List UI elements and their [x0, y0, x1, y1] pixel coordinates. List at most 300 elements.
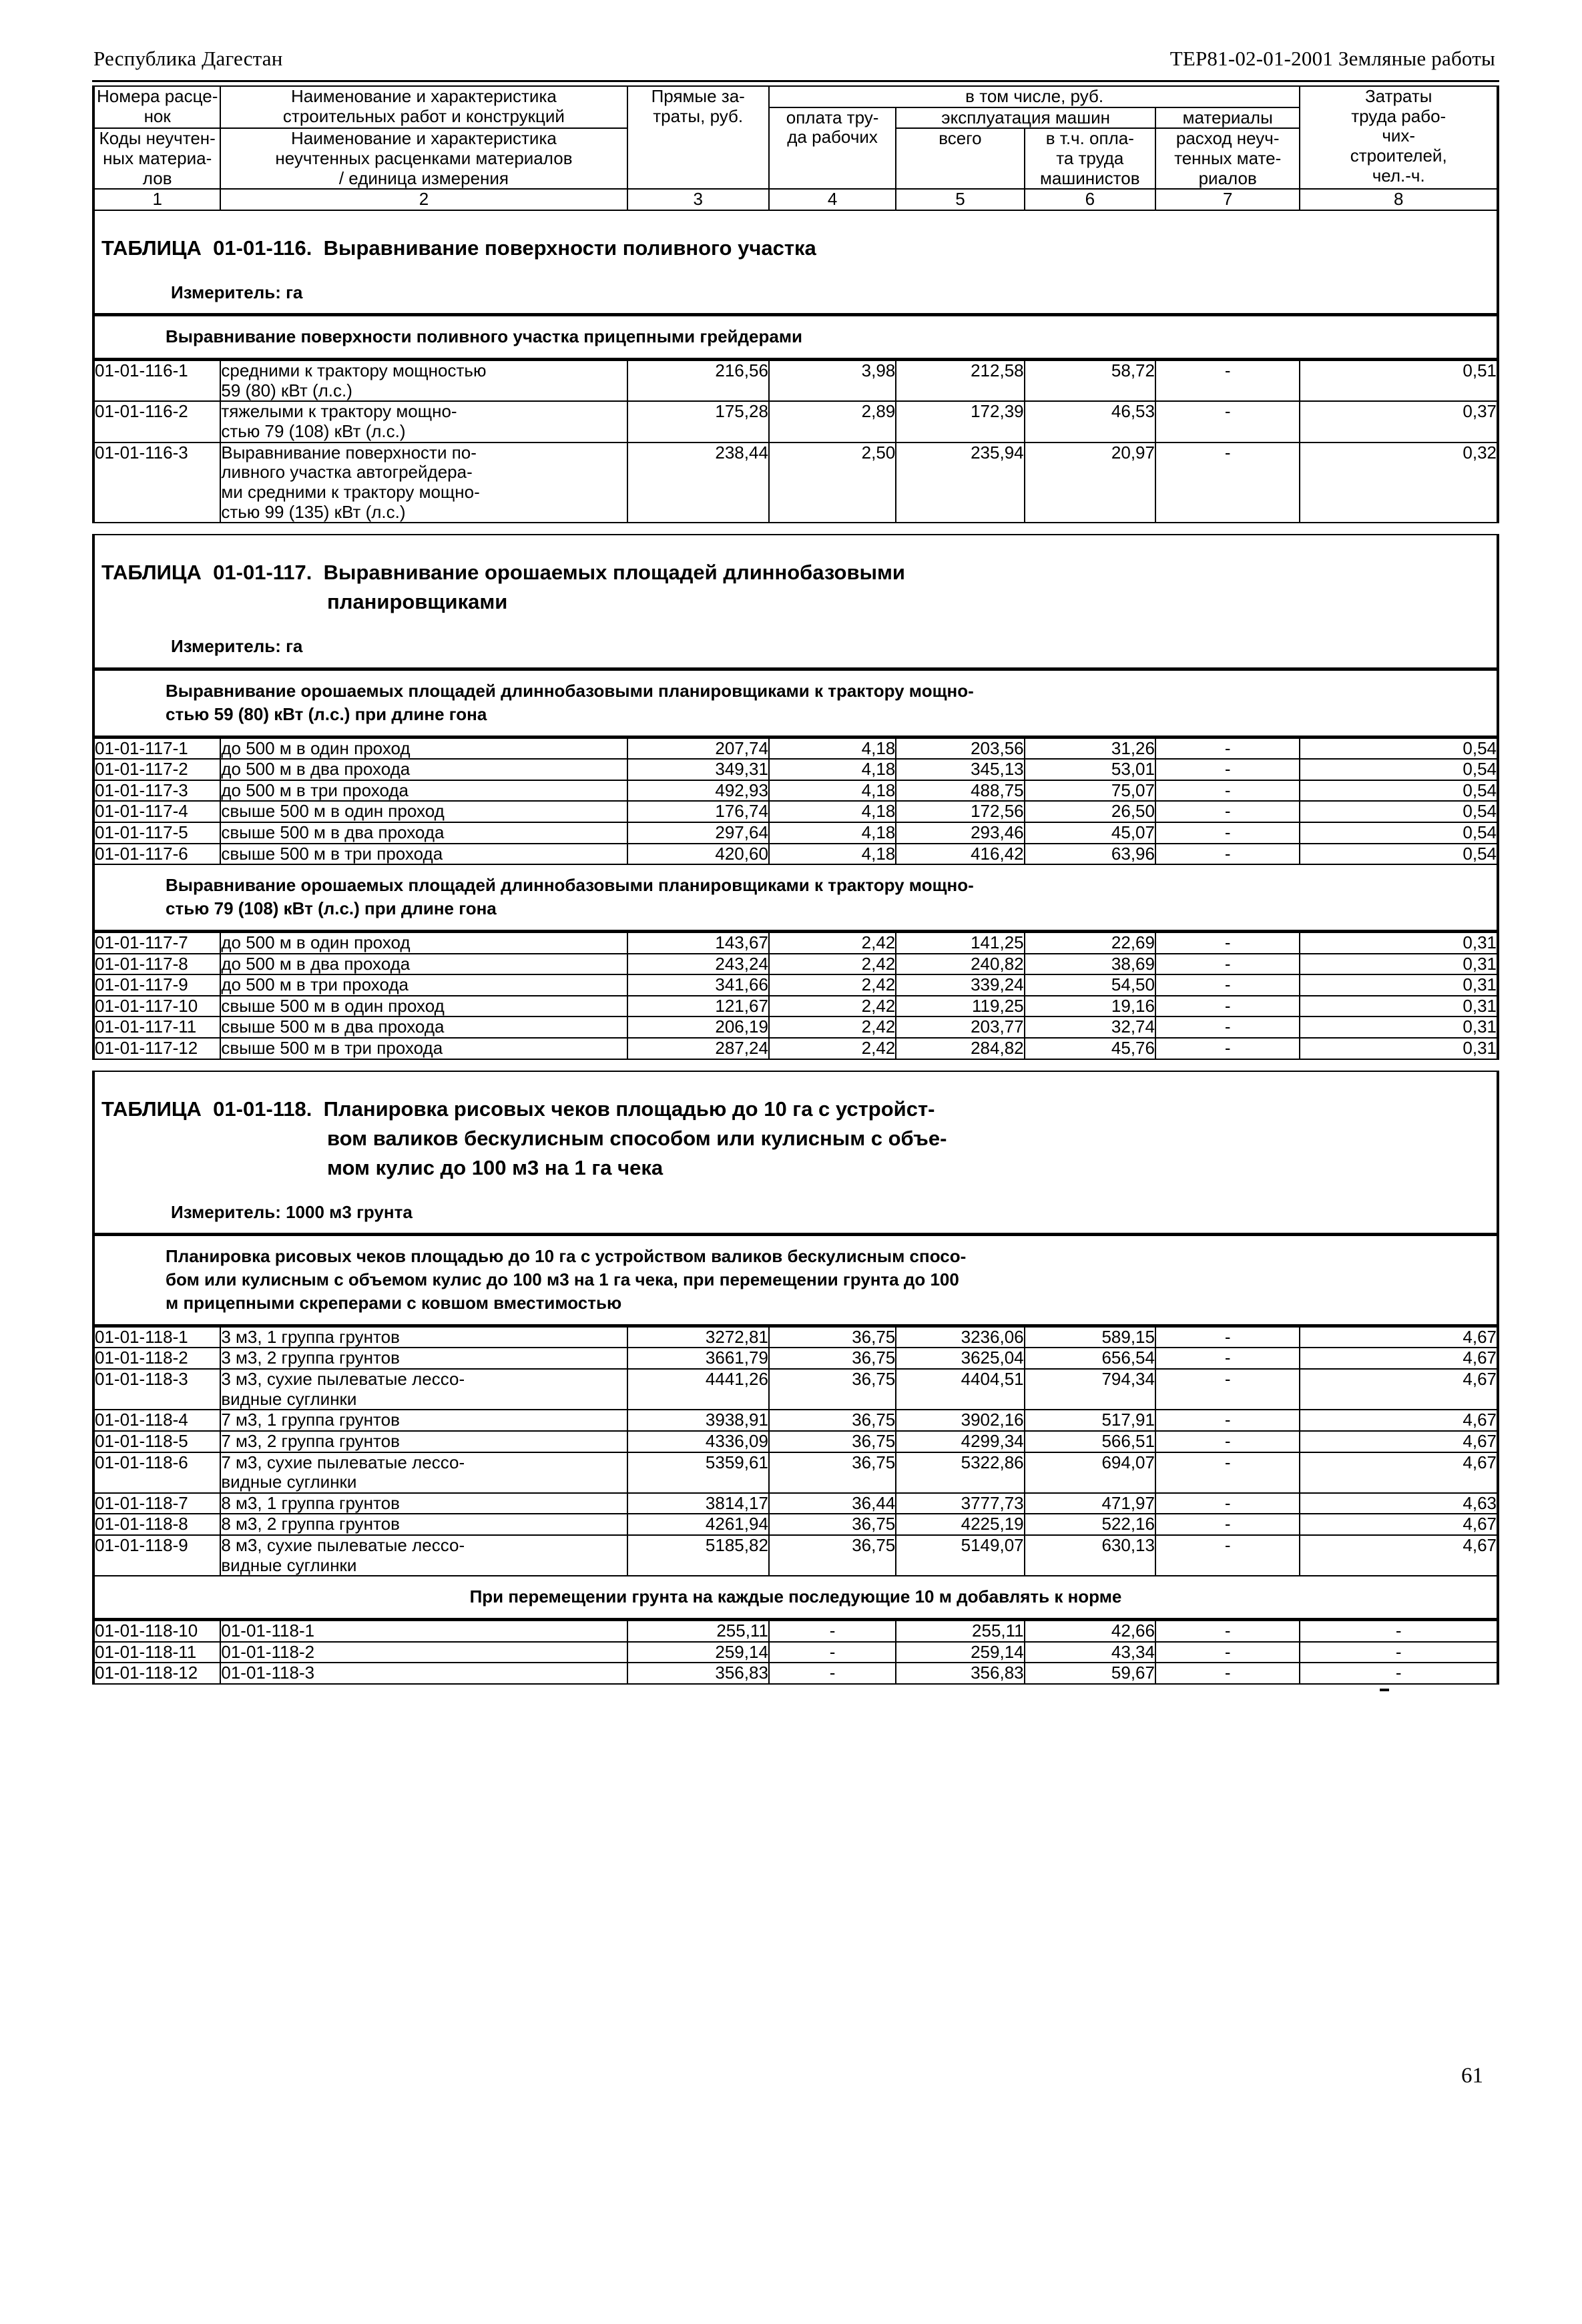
cell-direct-costs: 243,24 — [627, 954, 769, 975]
cell-machines-total: 255,11 — [896, 1620, 1024, 1642]
cell-worker-pay: 4,18 — [769, 844, 896, 865]
cell-rate-code: 01-01-117-1 — [93, 737, 220, 759]
cell-labor-costs: 0,31 — [1300, 996, 1498, 1017]
cell-rate-name: тяжелыми к трактору мощно- стью 79 (108) кВт (л.с.) — [220, 401, 627, 442]
table-title-cell — [93, 535, 1498, 669]
cell-rate-code: 01-01-117-8 — [93, 954, 220, 975]
cell-worker-pay: 2,42 — [769, 954, 896, 975]
cell-material-consumption: - — [1155, 1369, 1300, 1410]
cell-worker-pay: 2,50 — [769, 443, 896, 523]
table-row — [93, 1493, 1498, 1514]
cell-direct-costs: 259,14 — [627, 1642, 769, 1663]
cell-worker-pay: 36,75 — [769, 1535, 896, 1576]
column-number: 2 — [220, 189, 627, 210]
table-row — [93, 1514, 1498, 1535]
cell-rate-code: 01-01-117-3 — [93, 780, 220, 802]
cell-material-consumption: - — [1155, 1642, 1300, 1663]
cell-labor-costs: 0,37 — [1300, 401, 1498, 442]
table-measure-unit: Измеритель: га — [171, 636, 303, 657]
section-heading-row — [93, 1235, 1498, 1326]
cell-worker-pay: 2,42 — [769, 1016, 896, 1038]
cell-labor-costs: 4,67 — [1300, 1535, 1498, 1576]
cell-worker-pay: 36,75 — [769, 1452, 896, 1493]
cell-machines-total: 203,77 — [896, 1016, 1024, 1038]
table-row — [93, 1410, 1498, 1431]
cell-machines-total: 488,75 — [896, 780, 1024, 802]
cell-rate-name: 3 м3, 1 группа грунтов — [220, 1326, 627, 1348]
cell-direct-costs: 4261,94 — [627, 1514, 769, 1535]
table-row — [93, 1369, 1498, 1410]
section-heading-text: При перемещении грунта на каждые последующие 10 м добавлять к норме — [469, 1586, 1122, 1607]
cell-worker-pay: 36,75 — [769, 1369, 896, 1410]
cell-rate-name: до 500 м в два прохода — [220, 954, 627, 975]
header-document-code: ТЕР81-02-01-2001 Земляные работы — [1169, 47, 1495, 70]
table-row — [93, 1642, 1498, 1663]
cell-rate-name: свыше 500 м в три прохода — [220, 844, 627, 865]
section-heading-cell — [93, 669, 1498, 737]
cell-rate-code: 01-01-116-3 — [93, 443, 220, 523]
cell-machines-total: 3777,73 — [896, 1493, 1024, 1514]
cell-rate-code: 01-01-118-9 — [93, 1535, 220, 1576]
cell-labor-costs: 0,31 — [1300, 931, 1498, 953]
cell-worker-pay: 2,42 — [769, 996, 896, 1017]
cell-rate-code: 01-01-117-7 — [93, 931, 220, 953]
table-row — [93, 759, 1498, 780]
table-title-cell — [93, 210, 1498, 315]
cell-rate-name: 8 м3, 2 группа грунтов — [220, 1514, 627, 1535]
cell-material-consumption: - — [1155, 1348, 1300, 1369]
table-row — [93, 931, 1498, 953]
cell-worker-pay: 2,42 — [769, 1038, 896, 1059]
cell-worker-pay: - — [769, 1620, 896, 1642]
main-table-container — [92, 85, 1499, 1685]
cell-direct-costs: 5359,61 — [627, 1452, 769, 1493]
col-header-material-name: Наименование и характеристика неучтенных расценками материалов / единица измерения — [220, 128, 627, 189]
table-row — [93, 1452, 1498, 1493]
cell-material-consumption: - — [1155, 401, 1300, 442]
cell-rate-code: 01-01-118-2 — [93, 1348, 220, 1369]
cell-rate-code: 01-01-117-9 — [93, 974, 220, 996]
cell-worker-pay: 4,18 — [769, 801, 896, 822]
col-header-direct-costs: Прямые за- траты, руб. — [627, 86, 769, 189]
cell-worker-pay: 2,89 — [769, 401, 896, 442]
cell-rate-code: 01-01-118-8 — [93, 1514, 220, 1535]
cell-machines-total: 5149,07 — [896, 1535, 1024, 1576]
col-header-worker-pay: оплата тру- да рабочих — [769, 107, 896, 190]
cell-rate-code: 01-01-117-2 — [93, 759, 220, 780]
cell-machines-total: 203,56 — [896, 737, 1024, 759]
column-number: 1 — [93, 189, 220, 210]
cell-machines-total: 5322,86 — [896, 1452, 1024, 1493]
cell-rate-name: средними к трактору мощностью 59 (80) кВт (л.с.) — [220, 360, 627, 402]
cell-material-consumption: - — [1155, 360, 1300, 402]
table-measure-unit: Измеритель: 1000 м3 грунта — [171, 1201, 413, 1222]
cell-machinist-pay: 656,54 — [1025, 1348, 1155, 1369]
table-gap — [93, 523, 1498, 535]
section-heading-text: Выравнивание орошаемых площадей длиннобазовыми планировщиками к трактору мощно- стью 59 (80) кВт (л.с.) при длине гона — [166, 680, 974, 724]
table-measure-unit: Измеритель: га — [171, 282, 303, 302]
cell-machines-total: 4225,19 — [896, 1514, 1024, 1535]
col-header-code: Номера расце- нок — [93, 86, 220, 128]
cell-worker-pay: 2,42 — [769, 931, 896, 953]
table-row — [93, 360, 1498, 402]
cell-machinist-pay: 517,91 — [1025, 1410, 1155, 1431]
cell-material-consumption: - — [1155, 443, 1300, 523]
header-rule — [92, 80, 1499, 82]
cell-worker-pay: 36,44 — [769, 1493, 896, 1514]
column-number: 3 — [627, 189, 769, 210]
cell-labor-costs: 0,54 — [1300, 780, 1498, 802]
cell-rate-code: 01-01-118-1 — [93, 1326, 220, 1348]
cell-labor-costs: 0,54 — [1300, 759, 1498, 780]
cell-worker-pay: 36,75 — [769, 1348, 896, 1369]
cell-material-consumption: - — [1155, 1326, 1300, 1348]
cell-machinist-pay: 19,16 — [1025, 996, 1155, 1017]
column-number: 5 — [896, 189, 1024, 210]
column-number: 4 — [769, 189, 896, 210]
running-header — [93, 47, 1495, 71]
cell-rate-code: 01-01-117-5 — [93, 822, 220, 844]
cell-material-consumption: - — [1155, 1016, 1300, 1038]
cell-direct-costs: 255,11 — [627, 1620, 769, 1642]
cell-direct-costs: 4336,09 — [627, 1431, 769, 1452]
cell-labor-costs: - — [1300, 1663, 1498, 1684]
section-heading-row — [93, 864, 1498, 931]
section-heading-cell — [93, 1576, 1498, 1619]
col-header-machinist-pay: в т.ч. опла- та труда машинистов — [1025, 128, 1155, 189]
cell-direct-costs: 297,64 — [627, 822, 769, 844]
table-row — [93, 1016, 1498, 1038]
cell-rate-name: до 500 м в один проход — [220, 737, 627, 759]
col-header-labor-costs: Затраты труда рабо- чих- строителей, чел.-ч. — [1300, 86, 1498, 189]
table-row — [93, 1663, 1498, 1684]
cell-material-consumption: - — [1155, 1038, 1300, 1059]
table-title-line: ТАБЛИЦА 01-01-118. Планировка рисовых чеков площадью до 10 га с устройст- — [101, 1097, 935, 1121]
table-title-line: планировщиками — [327, 590, 508, 614]
cell-labor-costs: 0,54 — [1300, 822, 1498, 844]
cell-material-consumption: - — [1155, 1620, 1300, 1642]
cell-machinist-pay: 59,67 — [1025, 1663, 1155, 1684]
column-number-row — [93, 189, 1498, 210]
cell-direct-costs: 420,60 — [627, 844, 769, 865]
cell-machinist-pay: 26,50 — [1025, 801, 1155, 822]
cell-material-consumption: - — [1155, 931, 1300, 953]
cell-machines-total: 4299,34 — [896, 1431, 1024, 1452]
cell-rate-code: 01-01-118-5 — [93, 1431, 220, 1452]
cell-rate-name: до 500 м в три прохода — [220, 974, 627, 996]
cell-rate-code: 01-01-117-6 — [93, 844, 220, 865]
cell-machinist-pay: 22,69 — [1025, 931, 1155, 953]
cell-machines-total: 259,14 — [896, 1642, 1024, 1663]
cell-machinist-pay: 63,96 — [1025, 844, 1155, 865]
cell-worker-pay: 36,75 — [769, 1326, 896, 1348]
table-row — [93, 1431, 1498, 1452]
section-heading-cell — [93, 864, 1498, 931]
cell-direct-costs: 175,28 — [627, 401, 769, 442]
cell-labor-costs: 4,67 — [1300, 1410, 1498, 1431]
column-number: 8 — [1300, 189, 1498, 210]
cell-direct-costs: 5185,82 — [627, 1535, 769, 1576]
cell-labor-costs: - — [1300, 1620, 1498, 1642]
table-row — [93, 1348, 1498, 1369]
cell-direct-costs: 143,67 — [627, 931, 769, 953]
cell-machinist-pay: 694,07 — [1025, 1452, 1155, 1493]
cell-machinist-pay: 32,74 — [1025, 1016, 1155, 1038]
cell-worker-pay: - — [769, 1642, 896, 1663]
cell-worker-pay: 3,98 — [769, 360, 896, 402]
cell-material-consumption: - — [1155, 801, 1300, 822]
table-row — [93, 974, 1498, 996]
cell-worker-pay: 36,75 — [769, 1410, 896, 1431]
column-number: 7 — [1155, 189, 1300, 210]
cell-direct-costs: 206,19 — [627, 1016, 769, 1038]
cell-machinist-pay: 589,15 — [1025, 1326, 1155, 1348]
cell-direct-costs: 356,83 — [627, 1663, 769, 1684]
table-row — [93, 1038, 1498, 1059]
column-number: 6 — [1025, 189, 1155, 210]
cell-rate-name: до 500 м в один проход — [220, 931, 627, 953]
cell-machinist-pay: 471,97 — [1025, 1493, 1155, 1514]
cell-rate-name: 7 м3, сухие пылеватые лессо- видные суглинки — [220, 1452, 627, 1493]
section-heading-cell — [93, 1235, 1498, 1326]
cell-rate-code: 01-01-118-7 — [93, 1493, 220, 1514]
cell-machinist-pay: 522,16 — [1025, 1514, 1155, 1535]
cell-rate-code: 01-01-117-10 — [93, 996, 220, 1017]
cell-labor-costs: 4,67 — [1300, 1514, 1498, 1535]
cell-worker-pay: 4,18 — [769, 759, 896, 780]
cell-material-consumption: - — [1155, 1493, 1300, 1514]
table-row — [93, 1326, 1498, 1348]
col-header-material-code: Коды неучтен- ных материа- лов — [93, 128, 220, 189]
cell-rate-name: свыше 500 м в три прохода — [220, 1038, 627, 1059]
cell-rate-code: 01-01-118-11 — [93, 1642, 220, 1663]
table-row — [93, 1535, 1498, 1576]
cell-worker-pay: - — [769, 1663, 896, 1684]
cell-machines-total: 4404,51 — [896, 1369, 1024, 1410]
cell-direct-costs: 238,44 — [627, 443, 769, 523]
table-title-cell — [93, 1071, 1498, 1235]
cell-direct-costs: 3272,81 — [627, 1326, 769, 1348]
cell-machines-total: 235,94 — [896, 443, 1024, 523]
cell-labor-costs: 4,67 — [1300, 1326, 1498, 1348]
page-number: 61 — [1461, 2064, 1483, 2088]
cell-rate-name: свыше 500 м в два прохода — [220, 822, 627, 844]
cell-rate-name: свыше 500 м в один проход — [220, 996, 627, 1017]
cell-material-consumption: - — [1155, 1535, 1300, 1576]
cell-machinist-pay: 45,76 — [1025, 1038, 1155, 1059]
cell-labor-costs: 4,67 — [1300, 1452, 1498, 1493]
cell-rate-name: 3 м3, сухие пылеватые лессо- видные суглинки — [220, 1369, 627, 1410]
cell-machines-total: 284,82 — [896, 1038, 1024, 1059]
cell-machines-total: 141,25 — [896, 931, 1024, 953]
cell-rate-name: 01-01-118-2 — [220, 1642, 627, 1663]
cell-material-consumption: - — [1155, 1452, 1300, 1493]
cell-material-consumption: - — [1155, 1663, 1300, 1684]
cell-labor-costs: 4,67 — [1300, 1431, 1498, 1452]
cell-rate-name: 8 м3, сухие пылеватые лессо- видные суглинки — [220, 1535, 627, 1576]
cell-rate-name: 3 м3, 2 группа грунтов — [220, 1348, 627, 1369]
table-row — [93, 780, 1498, 802]
cell-rate-code: 01-01-118-6 — [93, 1452, 220, 1493]
table-row — [93, 1620, 1498, 1642]
col-header-name: Наименование и характеристика строительных работ и конструкций — [220, 86, 627, 128]
col-header-machines-total: всего — [896, 128, 1024, 189]
cell-rate-name: до 500 м в три прохода — [220, 780, 627, 802]
cell-rate-name: 01-01-118-1 — [220, 1620, 627, 1642]
table-row — [93, 443, 1498, 523]
cell-labor-costs: 0,54 — [1300, 801, 1498, 822]
col-header-group-machines: эксплуатация машин — [896, 107, 1155, 129]
cell-machines-total: 3236,06 — [896, 1326, 1024, 1348]
rate-table — [92, 85, 1499, 1685]
table-row — [93, 844, 1498, 865]
header-region-name: Республика Дагестан — [93, 47, 283, 70]
cell-labor-costs: 0,32 — [1300, 443, 1498, 523]
cell-labor-costs: 0,31 — [1300, 1038, 1498, 1059]
cell-machinist-pay: 54,50 — [1025, 974, 1155, 996]
table-title-block — [93, 210, 1498, 315]
cell-rate-code: 01-01-116-1 — [93, 360, 220, 402]
section-heading-cell — [93, 315, 1498, 360]
cell-labor-costs: 0,54 — [1300, 737, 1498, 759]
cell-machinist-pay: 566,51 — [1025, 1431, 1155, 1452]
table-title-block — [93, 1071, 1498, 1235]
cell-labor-costs: 0,31 — [1300, 1016, 1498, 1038]
cell-material-consumption: - — [1155, 759, 1300, 780]
cell-rate-code: 01-01-118-12 — [93, 1663, 220, 1684]
cell-machines-total: 293,46 — [896, 822, 1024, 844]
cell-machinist-pay: 31,26 — [1025, 737, 1155, 759]
cell-machines-total: 356,83 — [896, 1663, 1024, 1684]
cell-material-consumption: - — [1155, 780, 1300, 802]
cell-worker-pay: 4,18 — [769, 737, 896, 759]
cell-worker-pay: 4,18 — [769, 780, 896, 802]
cell-worker-pay: 36,75 — [769, 1431, 896, 1452]
table-row — [93, 822, 1498, 844]
cell-machines-total: 240,82 — [896, 954, 1024, 975]
cell-rate-name: 7 м3, 1 группа грунтов — [220, 1410, 627, 1431]
cell-machines-total: 416,42 — [896, 844, 1024, 865]
table-header-row-1 — [93, 86, 1498, 107]
cell-machinist-pay: 630,13 — [1025, 1535, 1155, 1576]
cell-rate-code: 01-01-117-4 — [93, 801, 220, 822]
cell-labor-costs: 4,67 — [1300, 1348, 1498, 1369]
cell-machinist-pay: 45,07 — [1025, 822, 1155, 844]
cell-rate-code: 01-01-118-4 — [93, 1410, 220, 1431]
cell-rate-name: Выравнивание поверхности по- ливного участка автогрейдера- ми средними к трактору мощно- стью 99 (135) кВт (л.с.) — [220, 443, 627, 523]
cell-machinist-pay: 58,72 — [1025, 360, 1155, 402]
table-row — [93, 737, 1498, 759]
section-heading-text: Планировка рисовых чеков площадью до 10 га с устройством валиков бескулисным спосо- бом или кулисным с объемом кулис до 100 м3 на 1 га чека, при перемещении грунта до 100 м прицепными скреперами с ковшом вместимостью — [166, 1246, 967, 1314]
cell-worker-pay: 4,18 — [769, 822, 896, 844]
cell-direct-costs: 341,66 — [627, 974, 769, 996]
cell-direct-costs: 492,93 — [627, 780, 769, 802]
cell-machinist-pay: 42,66 — [1025, 1620, 1155, 1642]
cell-material-consumption: - — [1155, 974, 1300, 996]
cell-rate-code: 01-01-118-10 — [93, 1620, 220, 1642]
cell-machines-total: 172,56 — [896, 801, 1024, 822]
section-heading-row — [93, 315, 1498, 360]
cell-machinist-pay: 46,53 — [1025, 401, 1155, 442]
cell-rate-name: свыше 500 м в два прохода — [220, 1016, 627, 1038]
cell-rate-code: 01-01-116-2 — [93, 401, 220, 442]
cell-material-consumption: - — [1155, 822, 1300, 844]
cell-rate-name: свыше 500 м в один проход — [220, 801, 627, 822]
cell-labor-costs: 4,63 — [1300, 1493, 1498, 1514]
cell-material-consumption: - — [1155, 844, 1300, 865]
section-heading-row — [93, 1576, 1498, 1619]
table-title-block — [93, 535, 1498, 669]
cell-labor-costs: 4,67 — [1300, 1369, 1498, 1410]
cell-machinist-pay: 53,01 — [1025, 759, 1155, 780]
cell-material-consumption: - — [1155, 737, 1300, 759]
col-header-group-including: в том числе, руб. — [769, 86, 1300, 107]
table-title-line: ТАБЛИЦА 01-01-117. Выравнивание орошаемых площадей длиннобазовыми — [101, 561, 905, 585]
table-row — [93, 954, 1498, 975]
cell-direct-costs: 287,24 — [627, 1038, 769, 1059]
cell-rate-code: 01-01-117-11 — [93, 1016, 220, 1038]
cell-machinist-pay: 794,34 — [1025, 1369, 1155, 1410]
cell-direct-costs: 121,67 — [627, 996, 769, 1017]
col-header-material-consumption: расход неуч- тенных мате- риалов — [1155, 128, 1300, 189]
cell-direct-costs: 4441,26 — [627, 1369, 769, 1410]
table-row — [93, 996, 1498, 1017]
cell-rate-name: 8 м3, 1 группа грунтов — [220, 1493, 627, 1514]
cell-labor-costs: 0,31 — [1300, 974, 1498, 996]
cell-machines-total: 212,58 — [896, 360, 1024, 402]
rate-table-body — [93, 86, 1498, 1684]
cell-rate-name: до 500 м в два прохода — [220, 759, 627, 780]
cell-machines-total: 339,24 — [896, 974, 1024, 996]
cell-material-consumption: - — [1155, 996, 1300, 1017]
cell-material-consumption: - — [1155, 1431, 1300, 1452]
cell-direct-costs: 3661,79 — [627, 1348, 769, 1369]
table-gap — [93, 1059, 1498, 1071]
cell-rate-name: 7 м3, 2 группа грунтов — [220, 1431, 627, 1452]
cell-worker-pay: 36,75 — [769, 1514, 896, 1535]
cell-material-consumption: - — [1155, 954, 1300, 975]
section-heading-row — [93, 669, 1498, 737]
cell-material-consumption: - — [1155, 1514, 1300, 1535]
cell-machinist-pay: 38,69 — [1025, 954, 1155, 975]
cell-machines-total: 345,13 — [896, 759, 1024, 780]
table-row — [93, 801, 1498, 822]
cell-machines-total: 3625,04 — [896, 1348, 1024, 1369]
cell-labor-costs: 0,31 — [1300, 954, 1498, 975]
cell-rate-code: 01-01-117-12 — [93, 1038, 220, 1059]
cell-rate-name: 01-01-118-3 — [220, 1663, 627, 1684]
section-heading-text: Выравнивание поверхности поливного участка прицепными грейдерами — [166, 326, 803, 347]
section-heading-text: Выравнивание орошаемых площадей длиннобазовыми планировщиками к трактору мощно- стью 79 (108) кВт (л.с.) при длине гона — [166, 875, 974, 919]
table-title-line: ТАБЛИЦА 01-01-116. Выравнивание поверхности поливного участка — [101, 236, 816, 260]
cell-machines-total: 3902,16 — [896, 1410, 1024, 1431]
col-header-group-materials: материалы — [1155, 107, 1300, 129]
cell-machines-total: 119,25 — [896, 996, 1024, 1017]
scan-artifact — [1380, 1689, 1389, 1691]
cell-rate-code: 01-01-118-3 — [93, 1369, 220, 1410]
cell-direct-costs: 3938,91 — [627, 1410, 769, 1431]
table-row — [93, 401, 1498, 442]
cell-machinist-pay: 43,34 — [1025, 1642, 1155, 1663]
cell-machinist-pay: 75,07 — [1025, 780, 1155, 802]
table-title-line: мом кулис до 100 м3 на 1 га чека — [327, 1155, 664, 1179]
cell-direct-costs: 3814,17 — [627, 1493, 769, 1514]
cell-direct-costs: 207,74 — [627, 737, 769, 759]
cell-direct-costs: 216,56 — [627, 360, 769, 402]
cell-worker-pay: 2,42 — [769, 974, 896, 996]
cell-machinist-pay: 20,97 — [1025, 443, 1155, 523]
cell-labor-costs: 0,51 — [1300, 360, 1498, 402]
